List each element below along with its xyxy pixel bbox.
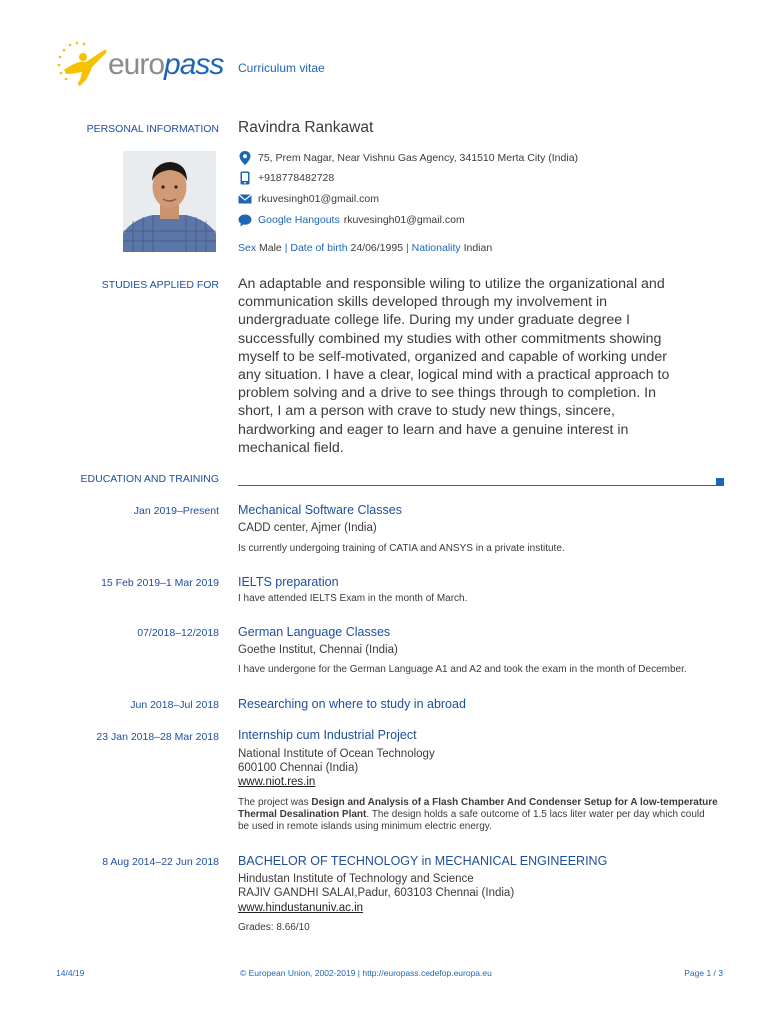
section-divider-end <box>716 478 724 486</box>
im-value: rkuvesingh01@gmail.com <box>343 214 465 226</box>
entry-date: 15 Feb 2019–1 Mar 2019 <box>101 577 219 589</box>
entry-date: 23 Jan 2018–28 Mar 2018 <box>96 731 219 743</box>
statement-line: problem solving and a drive to see things through to completion. In <box>238 385 656 402</box>
separator: | <box>284 242 288 254</box>
entry-desc: Is currently undergoing training of CATIA and ANSYS in a private institute. <box>238 543 565 554</box>
candidate-name: Ravindra Rankawat <box>238 119 374 136</box>
email-icon <box>238 192 252 206</box>
address-text: 75, Prem Nagar, Near Vishnu Gas Agency, 341510 Merta City (India) <box>258 152 579 164</box>
sex-value: Male <box>259 242 282 254</box>
desc-text: The project was <box>238 797 312 808</box>
entry-org: CADD center, Ajmer (India) <box>238 522 377 534</box>
nationality-label: Nationality <box>411 242 461 254</box>
entry-org: RAJIV GANDHI SALAI,Padur, 603103 Chennai (India) <box>238 887 515 899</box>
footer-date: 14/4/19 <box>56 968 85 978</box>
im-row <box>238 213 465 227</box>
nationality-value: Indian <box>463 242 493 254</box>
dob-label: Date of birth <box>290 242 348 254</box>
project-title: Design and Analysis of a Flash Chamber And Condenser Setup for A low-temperature Thermal Desalination Plant <box>238 797 718 820</box>
statement-line: successfully combined my studies with other commitments showing <box>238 330 662 347</box>
email-text[interactable]: rkuvesingh01@gmail.com <box>258 193 379 205</box>
entry-title: Internship cum Industrial Project <box>238 728 417 742</box>
im-label: Google Hangouts <box>258 214 340 226</box>
footer-copyright: © European Union, 2002-2019 | http://europass.cedefop.europa.eu <box>240 968 492 978</box>
entry-title: BACHELOR OF TECHNOLOGY in MECHANICAL ENGINEERING <box>238 854 608 868</box>
entry-date: Jan 2019–Present <box>133 505 219 517</box>
org-website-link[interactable]: www.niot.res.in <box>238 776 316 788</box>
statement-line: short, I am a person with crave to study new things, sincere, <box>238 403 615 420</box>
education-label: EDUCATION AND TRAINING <box>80 473 219 485</box>
europass-logo <box>56 40 226 90</box>
entry-title: Researching on where to study in abroad <box>238 697 466 711</box>
europass-figure-icon <box>56 40 116 90</box>
section-divider <box>238 485 716 486</box>
mobile-phone-icon <box>238 171 252 185</box>
entry-title: German Language Classes <box>238 625 391 639</box>
logo-euro-text: euro <box>108 48 165 81</box>
entry-org: 600100 Chennai (India) <box>238 762 359 774</box>
separator: | <box>405 242 409 254</box>
statement-line: mechanical field. <box>238 439 344 456</box>
address-row <box>238 151 578 165</box>
statement-line: any situation. I have a clear, logical mind with a practical approach to <box>238 367 670 384</box>
chat-bubble-icon <box>238 213 252 227</box>
entry-desc: I have undergone for the German Language A1 and A2 and took the exam in the month of December. <box>238 664 687 675</box>
statement-line: myself to be self-motivated, organized and capable of working under <box>238 348 668 365</box>
logo-pass-text: pass <box>164 48 224 81</box>
entry-desc <box>238 797 718 833</box>
dob-value: 24/06/1995 <box>350 242 404 254</box>
desc-text: . The design holds a safe outcome of 1.5 lacs liter water per day which could be used in remote islands using minimum electric energy. <box>238 809 705 832</box>
studies-applied-label: STUDIES APPLIED FOR <box>101 279 219 291</box>
statement-line: hardworking and eager to learn and have a genuine interest in <box>238 421 629 438</box>
entry-desc: I have attended IELTS Exam in the month of March. <box>238 593 468 604</box>
entry-date: 07/2018–12/2018 <box>137 627 219 639</box>
studies-statement <box>238 275 669 457</box>
entry-date: Jun 2018–Jul 2018 <box>130 699 219 711</box>
phone-row <box>238 171 334 185</box>
location-icon <box>238 151 252 165</box>
statement-line: communication skills developed through my involvement in <box>238 294 608 311</box>
entry-org: Hindustan Institute of Technology and Science <box>238 873 474 885</box>
photo <box>123 151 216 252</box>
sex-label: Sex <box>238 242 257 254</box>
email-row <box>238 192 379 206</box>
statement-line: An adaptable and responsible wiling to utilize the organizational and <box>238 276 665 292</box>
entry-org: Goethe Institut, Chennai (India) <box>238 644 398 656</box>
personal-details-line <box>238 242 492 254</box>
entry-grades: Grades: 8.66/10 <box>238 922 310 933</box>
doc-type: Curriculum vitae <box>238 61 325 75</box>
footer-page: Page 1 / 3 <box>684 968 723 978</box>
entry-org: National Institute of Ocean Technology <box>238 748 435 760</box>
personal-info-label: PERSONAL INFORMATION <box>86 123 219 135</box>
entry-title: IELTS preparation <box>238 575 339 589</box>
org-website-link[interactable]: www.hindustanuniv.ac.in <box>238 902 364 914</box>
phone-text: +918778482728 <box>258 172 335 184</box>
entry-title: Mechanical Software Classes <box>238 503 402 517</box>
entry-date: 8 Aug 2014–22 Jun 2018 <box>102 856 219 868</box>
statement-line: undergraduate college life. During my under graduate degree I <box>238 312 630 329</box>
